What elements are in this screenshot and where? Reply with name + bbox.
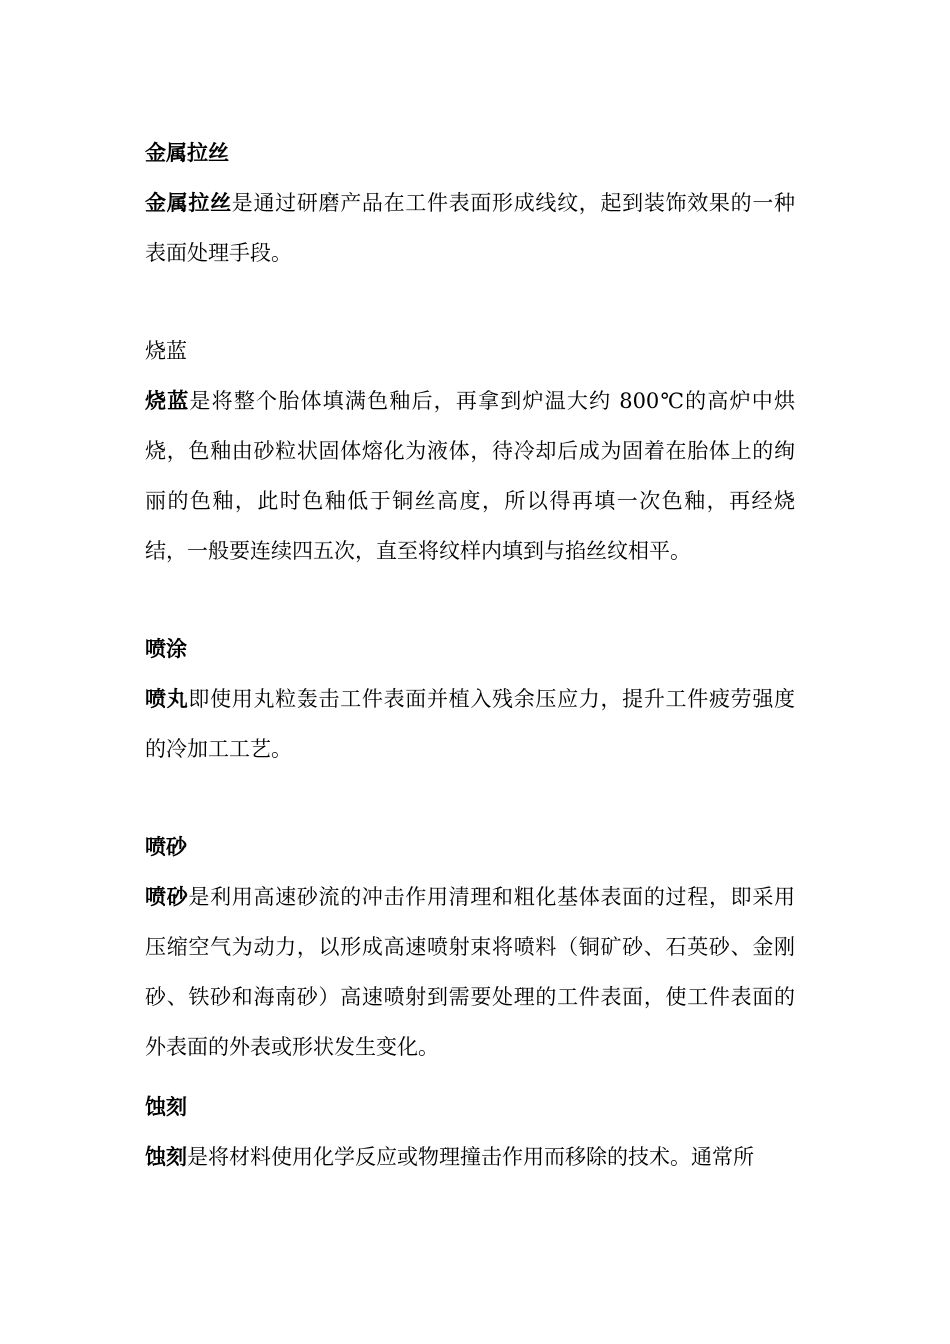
- section-enamel-firing: [145, 326, 795, 576]
- paragraph-term: 喷砂: [145, 884, 189, 909]
- paragraph-term: 金属拉丝: [145, 190, 232, 215]
- paragraph-body: 是通过研磨产品在工件表面形成线纹，起到装饰效果的一种表面处理手段。: [145, 191, 796, 265]
- paragraph-term: 蚀刻: [145, 1144, 187, 1169]
- section-paragraph: [145, 1132, 795, 1182]
- section-heading: 喷涂: [145, 636, 187, 661]
- section-sandblasting: [145, 822, 795, 1072]
- section-paragraph: [145, 674, 795, 774]
- paragraph-body: 即使用丸粒轰击工件表面并植入残余压应力，提升工件疲劳强度的冷加工工艺。: [145, 687, 796, 761]
- section-spacer: [145, 576, 795, 624]
- paragraph-term: 烧蓝: [145, 388, 190, 413]
- section-paragraph: [145, 178, 795, 278]
- section-heading: 蚀刻: [145, 1094, 187, 1119]
- section-heading: 烧蓝: [145, 339, 187, 363]
- paragraph-body: 是将材料使用化学反应或物理撞击作用而移除的技术。通常所: [187, 1145, 754, 1169]
- section-paragraph: [145, 376, 795, 576]
- document-content: [145, 128, 795, 1182]
- section-spacer: [145, 278, 795, 326]
- paragraph-term: 喷丸: [145, 686, 189, 711]
- section-metal-brushing: [145, 128, 795, 278]
- section-spray-coating: [145, 624, 795, 774]
- section-paragraph: [145, 872, 795, 1072]
- paragraph-body: 是将整个胎体填满色釉后，再拿到炉温大约 800℃的高炉中烘烧，色釉由砂粒状固体熔化为液体，待冷却后成为固着在胎体上的绚丽的色釉，此时色釉低于铜丝高度，所以得再填一次色釉，再经烧结，一般要连续四五次，直至将纹样内填到与掐丝纹相平。: [145, 389, 796, 563]
- section-spacer: [145, 1072, 795, 1082]
- section-heading: 金属拉丝: [145, 140, 229, 165]
- section-spacer: [145, 774, 795, 822]
- paragraph-body: 是利用高速砂流的冲击作用清理和粗化基体表面的过程，即采用压缩空气为动力，以形成高速喷射束将喷料（铜矿砂、石英砂、金刚砂、铁砂和海南砂）高速喷射到需要处理的工件表面，使工件表面的外表面的外表或形状发生变化。: [145, 885, 796, 1059]
- section-heading: 喷砂: [145, 834, 187, 859]
- section-etching: [145, 1082, 795, 1182]
